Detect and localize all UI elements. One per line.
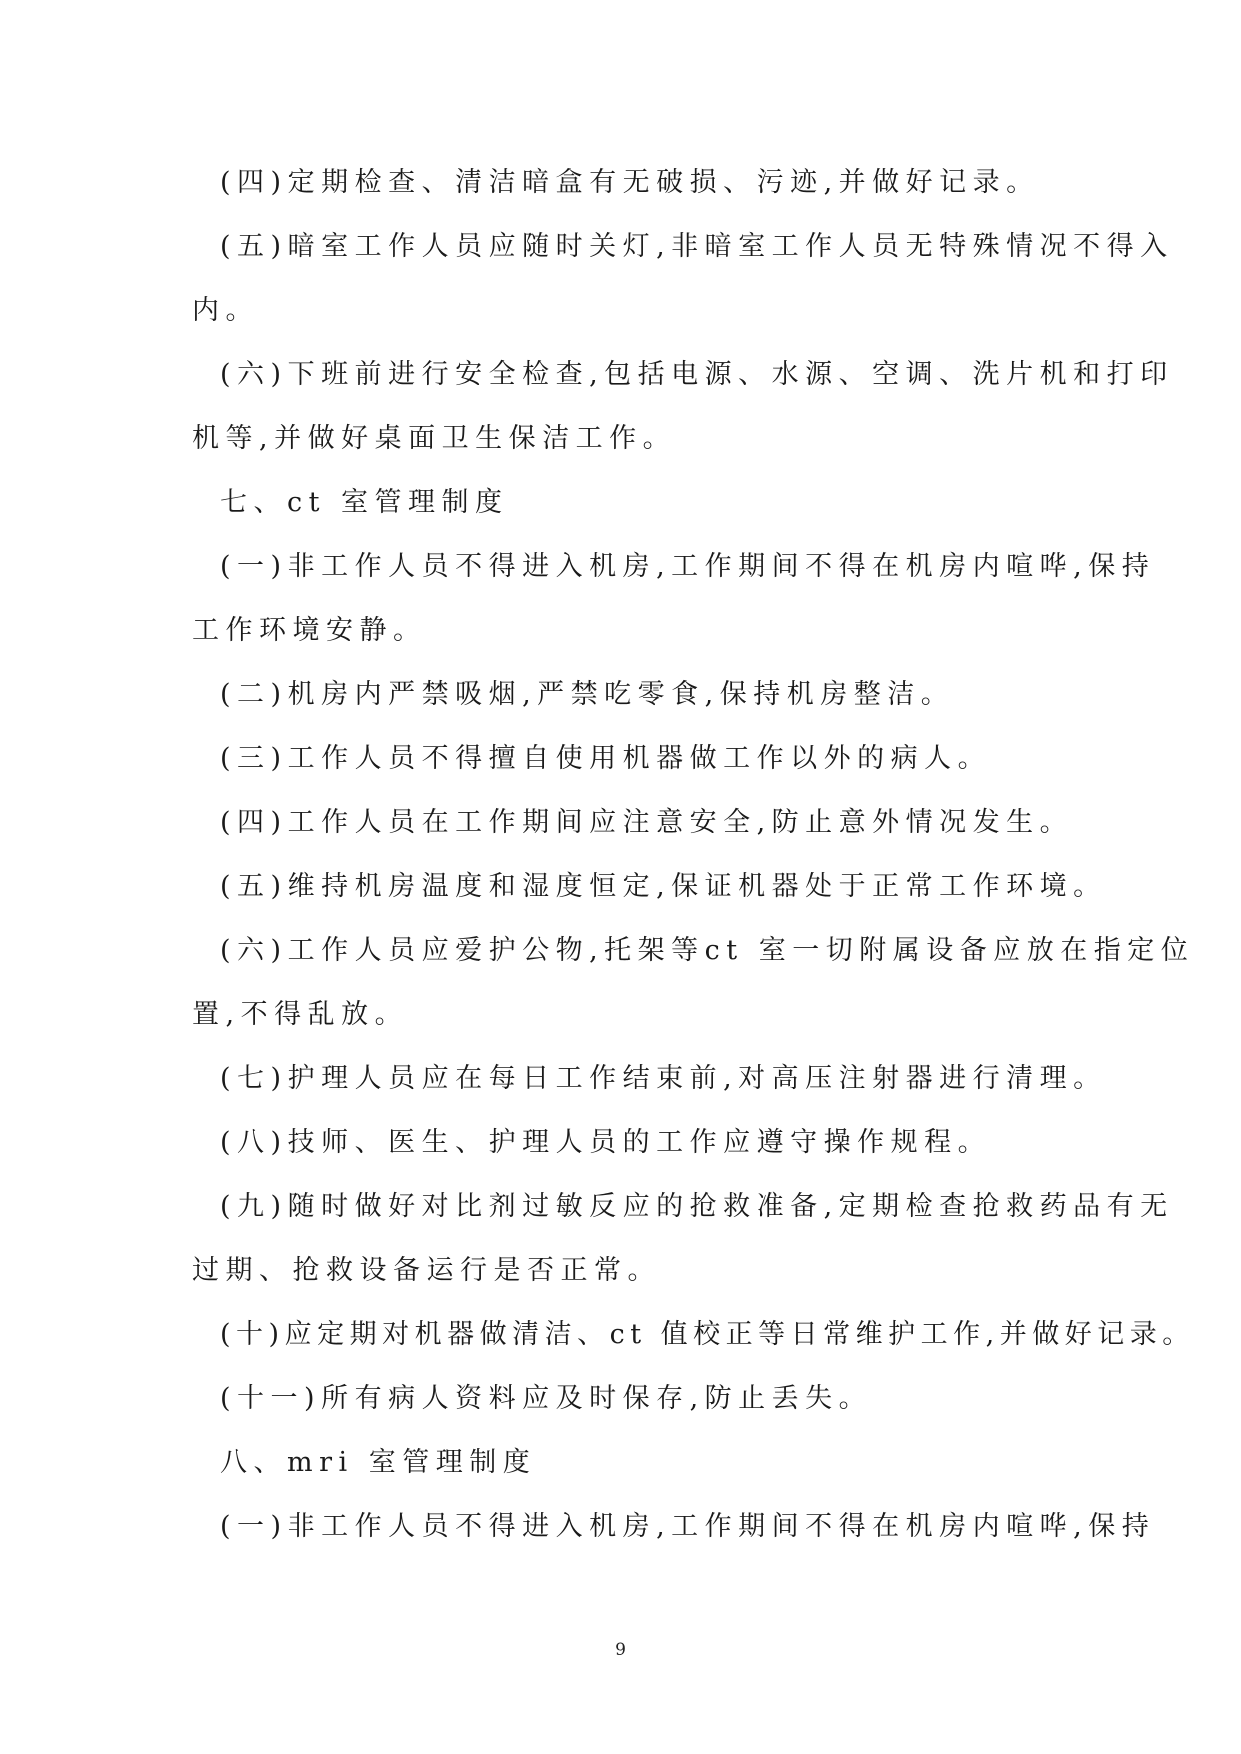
text-line: (一)非工作人员不得进入机房,工作期间不得在机房内喧哗,保持 (220, 551, 1156, 582)
text-line: 过期、抢救设备运行是否正常。 (192, 1255, 661, 1286)
text-line: (五)暗室工作人员应随时关灯,非暗室工作人员无特殊情况不得入 (220, 231, 1174, 262)
text-line: (一)非工作人员不得进入机房,工作期间不得在机房内喧哗,保持 (220, 1511, 1156, 1542)
section-heading: 八、mri 室管理制度 (220, 1447, 537, 1478)
text-line: (六)工作人员应爱护公物,托架等ct 室一切附属设备应放在指定位 (220, 935, 1195, 966)
section-heading: 七、ct 室管理制度 (220, 487, 509, 518)
text-line: (七)护理人员应在每日工作结束前,对高压注射器进行清理。 (220, 1063, 1107, 1094)
text-line: (四)定期检查、清洁暗盒有无破损、污迹,并做好记录。 (220, 167, 1040, 198)
text-line: 机等,并做好桌面卫生保洁工作。 (192, 423, 677, 454)
text-line: (三)工作人员不得擅自使用机器做工作以外的病人。 (220, 743, 992, 774)
text-line: 置,不得乱放。 (192, 999, 409, 1030)
text-line: (八)技师、医生、护理人员的工作应遵守操作规程。 (220, 1127, 992, 1158)
text-line: (十一)所有病人资料应及时保存,防止丢失。 (220, 1383, 873, 1414)
text-line: (五)维持机房温度和湿度恒定,保证机器处于正常工作环境。 (220, 871, 1107, 902)
text-line: 工作环境安静。 (192, 615, 427, 646)
text-line: (十)应定期对机器做清洁、ct 值校正等日常维护工作,并做好记录。 (220, 1319, 1195, 1350)
text-line: (六)下班前进行安全检查,包括电源、水源、空调、洗片机和打印 (220, 359, 1174, 390)
text-line: (九)随时做好对比剂过敏反应的抢救准备,定期检查抢救药品有无 (220, 1191, 1174, 1222)
page-number: 9 (615, 1640, 626, 1660)
text-line: (二)机房内严禁吸烟,严禁吃零食,保持机房整洁。 (220, 679, 955, 710)
text-line: (四)工作人员在工作期间应注意安全,防止意外情况发生。 (220, 807, 1074, 838)
text-line: 内。 (192, 295, 259, 326)
